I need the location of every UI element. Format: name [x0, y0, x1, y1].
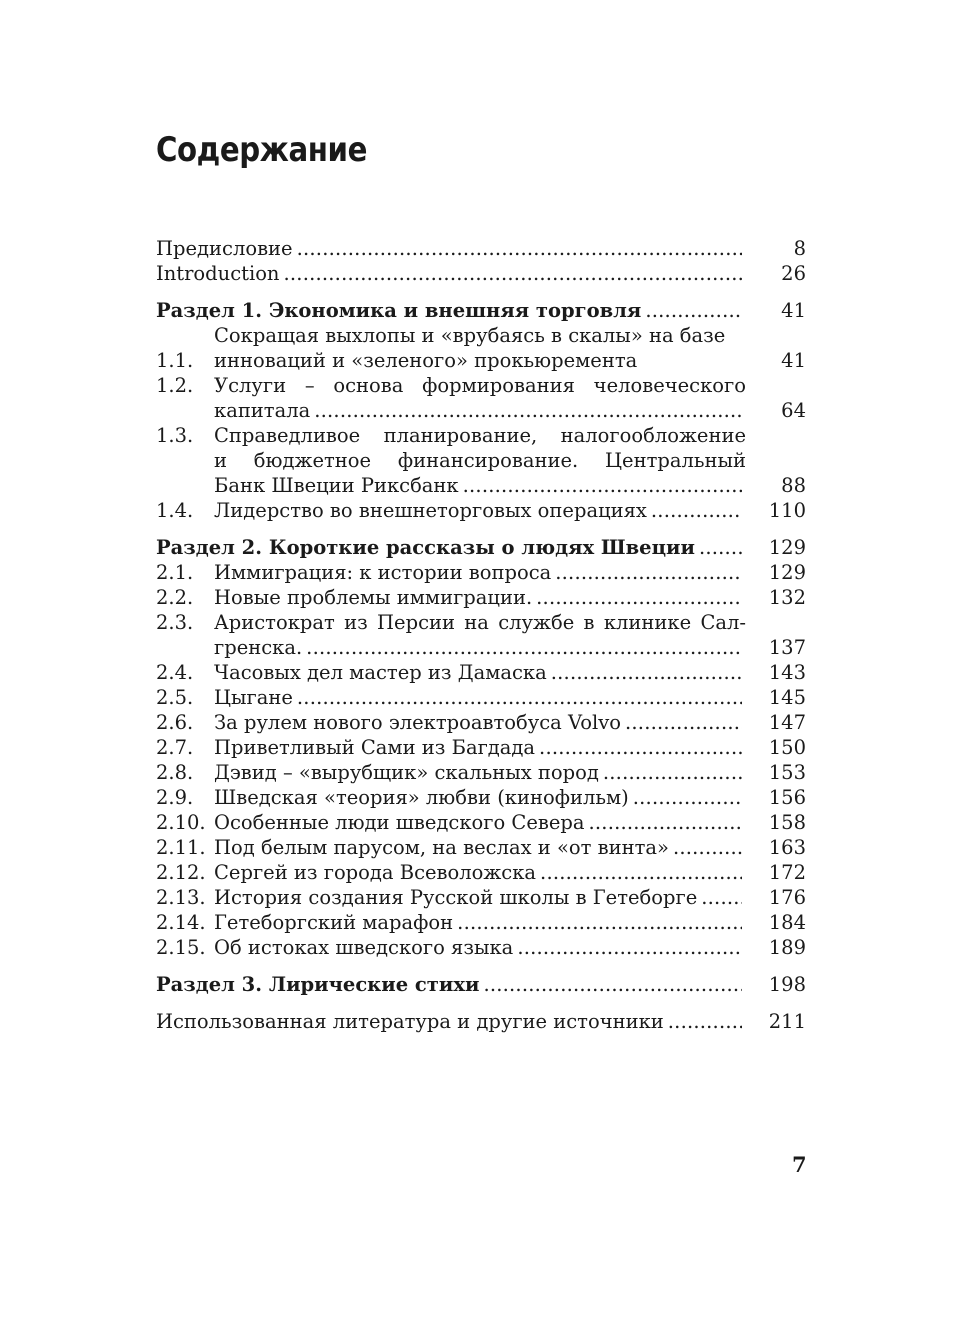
leader-dots — [701, 885, 742, 910]
toc-page-number: 172 — [768, 861, 806, 884]
toc-entry-1-2 — [156, 373, 806, 423]
section-title: Раздел 1. Экономика и внешняя торговля — [156, 299, 642, 322]
toc-entry-line: История создания Русской школы в Гетеборге — [214, 886, 698, 909]
toc-entry-line: Часовых дел мастер из Дамаска — [214, 661, 547, 684]
toc-entry-line: Лидерство во внешнеторговых операциях — [214, 499, 647, 522]
toc-page-number: 129 — [768, 561, 806, 584]
section-title: Раздел 2. Короткие рассказы о людях Швеции — [156, 536, 695, 559]
toc-entry-2-12 — [156, 860, 806, 885]
toc-page-number: 158 — [768, 811, 806, 834]
toc-page-number: 88 — [781, 474, 806, 497]
toc-entry-2-4 — [156, 660, 806, 685]
toc-entry-number: 2.7. — [156, 736, 194, 759]
leader-dots — [314, 398, 742, 423]
toc-entry-2-3 — [156, 610, 806, 660]
toc-page-number: 137 — [768, 636, 806, 659]
toc-entry-line: Сергей из города Всеволожска — [214, 861, 537, 884]
toc-entry-line: капитала — [214, 399, 311, 422]
toc-page-number: 163 — [768, 836, 806, 859]
toc-page-number: 184 — [768, 911, 806, 934]
toc-entry-line: Особенные люди шведского Севера — [214, 811, 585, 834]
leader-dots — [536, 585, 742, 610]
toc-entry-2-5 — [156, 685, 806, 710]
toc-section-3 — [156, 972, 806, 997]
toc-page-number: 132 — [768, 586, 806, 609]
toc-entry-number: 2.15. — [156, 936, 206, 959]
toc-entry-text: Предисловие — [156, 237, 293, 260]
toc-entry-number: 2.10. — [156, 811, 206, 834]
toc-entry-line: Банк Швеции Риксбанк — [214, 474, 459, 497]
toc-page-number: 143 — [768, 661, 806, 684]
page-number: 7 — [792, 1152, 807, 1177]
toc-entry-line: инноваций и «зеленого» прокьюремента — [214, 349, 638, 372]
toc-page-number: 26 — [781, 262, 806, 285]
toc-entry-1-3 — [156, 423, 806, 498]
toc-entry-1-1 — [156, 323, 806, 373]
toc-entry-2-13 — [156, 885, 806, 910]
toc-entry-line: Приветливый Сами из Багдада — [214, 736, 536, 759]
toc-entry-line: Новые проблемы иммиграции. — [214, 586, 533, 609]
toc-entry-line: Дэвид – «вырубщик» скальных пород — [214, 761, 599, 784]
leader-dots — [589, 810, 743, 835]
toc-entry-number: 1.2. — [156, 374, 194, 397]
toc-entry-number: 2.5. — [156, 686, 194, 709]
toc-entry-number: 2.12. — [156, 861, 206, 884]
toc-entry-introduction — [156, 261, 806, 286]
toc-entry-references — [156, 1009, 806, 1034]
toc-entry-line: Сокращая выхлопы и «врубаясь в скалы» на базе — [214, 324, 726, 347]
leader-dots — [625, 710, 742, 735]
toc-entry-number: 1.3. — [156, 424, 194, 447]
toc-entry-2-2 — [156, 585, 806, 610]
leader-dots — [673, 835, 742, 860]
toc-entry-line: Аристократ из Персии на службе в клинике Сал- — [214, 611, 746, 634]
toc-entry-number: 2.1. — [156, 561, 194, 584]
toc-entry-2-15 — [156, 935, 806, 960]
leader-dots — [699, 535, 742, 560]
toc-entry-number: 2.6. — [156, 711, 194, 734]
leader-dots — [457, 910, 742, 935]
toc-entry-number: 2.2. — [156, 586, 194, 609]
toc-entry-number: 1.1. — [156, 349, 194, 372]
leader-dots — [539, 735, 742, 760]
page-title: Содержание — [156, 130, 367, 170]
toc-entry-2-9 — [156, 785, 806, 810]
toc-page-number: 147 — [768, 711, 806, 734]
toc-page-number: 145 — [768, 686, 806, 709]
toc-page-number: 156 — [768, 786, 806, 809]
leader-dots — [651, 498, 742, 523]
toc-entry-text: Использованная литература и другие источники — [156, 1010, 664, 1033]
toc-page-number: 41 — [781, 349, 806, 372]
leader-dots — [603, 760, 742, 785]
toc-entry-number: 2.8. — [156, 761, 194, 784]
toc-entry-line: Услуги – основа формирования человеческого — [214, 374, 746, 397]
leader-dots — [297, 236, 742, 261]
toc-entry-2-11 — [156, 835, 806, 860]
leader-dots — [555, 560, 742, 585]
leader-dots — [540, 860, 742, 885]
toc-entry-number: 2.4. — [156, 661, 194, 684]
toc-entry-number: 2.3. — [156, 611, 194, 634]
toc-page-number: 211 — [768, 1010, 806, 1033]
toc-entry-line: Гетеборгский марафон — [214, 911, 454, 934]
toc-page-number: 129 — [768, 536, 806, 559]
toc-page-number: 41 — [781, 299, 806, 322]
toc-entry-number: 2.14. — [156, 911, 206, 934]
leader-dots — [517, 935, 742, 960]
toc-page-number: 189 — [768, 936, 806, 959]
toc-entry-line: Под белым парусом, на веслах и «от винта» — [214, 836, 669, 859]
leader-dots — [483, 972, 742, 997]
leader-dots — [668, 1009, 742, 1034]
toc-entry-1-4 — [156, 498, 806, 523]
toc-entry-line: Цыгане — [214, 686, 293, 709]
toc-page-number: 110 — [768, 499, 806, 522]
toc-page-number: 176 — [768, 886, 806, 909]
toc-entry-line: Справедливое планирование, налогообложение — [214, 424, 746, 447]
toc-entry-2-10 — [156, 810, 806, 835]
leader-dots — [551, 660, 742, 685]
toc-page-number: 153 — [768, 761, 806, 784]
toc-entry-line: Шведская «теория» любви (кинофильм) — [214, 786, 629, 809]
toc-entry-line: Иммиграция: к истории вопроса — [214, 561, 552, 584]
toc-entry-2-6 — [156, 710, 806, 735]
toc-section-2 — [156, 535, 806, 560]
toc-page-number: 150 — [768, 736, 806, 759]
toc-page-number: 198 — [768, 973, 806, 996]
toc-entry-text: Introduction — [156, 262, 280, 285]
toc-entry-2-7 — [156, 735, 806, 760]
toc-entry-2-8 — [156, 760, 806, 785]
toc-page-number: 64 — [781, 399, 806, 422]
leader-dots — [463, 473, 742, 498]
toc-entry-2-14 — [156, 910, 806, 935]
toc-entry-line: и бюджетное финансирование. Центральный — [214, 449, 746, 472]
toc-entry-number: 2.9. — [156, 786, 194, 809]
leader-dots — [306, 635, 742, 660]
leader-dots — [297, 685, 742, 710]
leader-dots — [284, 261, 743, 286]
toc-entry-number: 1.4. — [156, 499, 194, 522]
toc-entry-number: 2.13. — [156, 886, 206, 909]
toc-page-number: 8 — [793, 237, 806, 260]
leader-dots — [645, 298, 742, 323]
toc-section-1 — [156, 298, 806, 323]
toc-entry-line: гренска. — [214, 636, 303, 659]
leader-dots — [633, 785, 742, 810]
table-of-contents — [156, 236, 806, 1034]
toc-entry-line: Об истоках шведского языка — [214, 936, 514, 959]
toc-entry-2-1 — [156, 560, 806, 585]
section-title: Раздел 3. Лирические стихи — [156, 973, 480, 996]
toc-entry-preface — [156, 236, 806, 261]
toc-entry-line: За рулем нового электроавтобуса Volvo — [214, 711, 621, 734]
toc-entry-number: 2.11. — [156, 836, 206, 859]
